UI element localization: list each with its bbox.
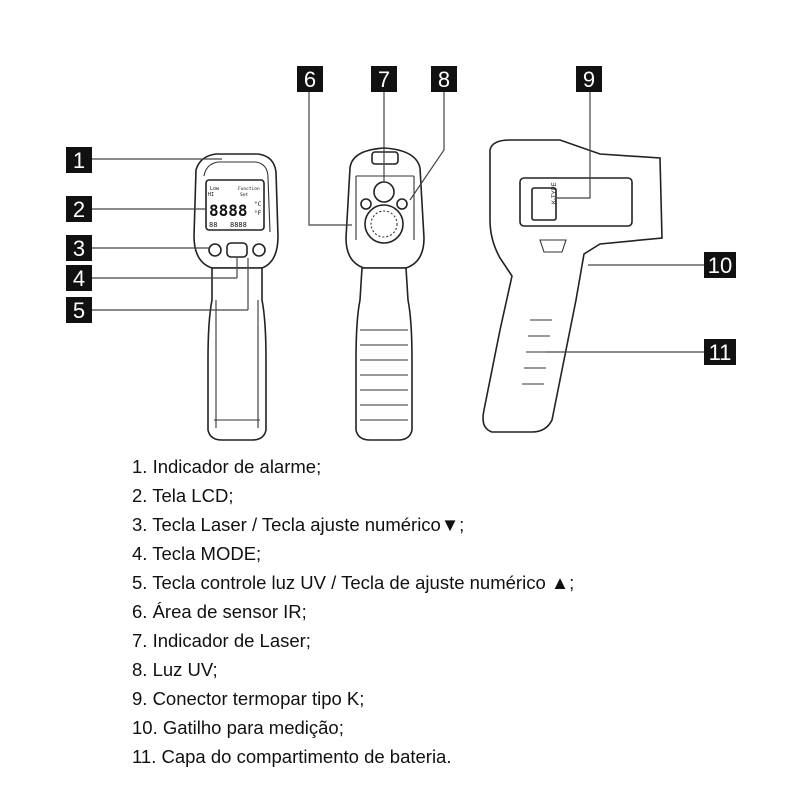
lcd-low: Low xyxy=(210,186,220,192)
callout-1 xyxy=(66,147,92,173)
legend-item-10: 10. Gatilho para medição; xyxy=(132,717,344,738)
legend-item-3: 3. Tecla Laser / Tecla ajuste numérico▼; xyxy=(132,514,465,535)
parts-legend xyxy=(132,452,574,771)
svg-text:1: 1 xyxy=(72,148,86,173)
callout-6 xyxy=(297,66,323,92)
legend-item-9: 9. Conector termopar tipo K; xyxy=(132,688,365,709)
legend-item-5: 5. Tecla controle luz UV / Tecla de ajuste numérico ▲; xyxy=(132,572,575,593)
sensor-view xyxy=(346,148,424,440)
lcd-unit-c: °C xyxy=(254,201,262,208)
uv-led-right xyxy=(397,199,407,209)
lcd-set: Set xyxy=(240,193,249,198)
side-view xyxy=(483,140,662,432)
svg-text:10: 10 xyxy=(707,253,733,278)
mode-button xyxy=(227,243,247,257)
lcd-function: Function xyxy=(238,187,260,192)
laser-indicator xyxy=(374,182,394,202)
svg-text:8: 8 xyxy=(437,67,451,92)
callout-4 xyxy=(66,265,92,291)
svg-text:2: 2 xyxy=(72,197,86,222)
uv-button xyxy=(253,244,265,256)
svg-text:7: 7 xyxy=(377,67,391,92)
lcd-unit-f: °F xyxy=(254,210,262,217)
callout-3 xyxy=(66,235,92,261)
svg-text:5: 5 xyxy=(72,298,86,323)
lcd-main-digits: 8888 xyxy=(209,201,248,220)
svg-text:11: 11 xyxy=(708,340,732,365)
legend-item-2: 2. Tela LCD; xyxy=(132,485,234,506)
legend-item-8: 8. Luz UV; xyxy=(132,659,218,680)
svg-text:6: 6 xyxy=(303,67,317,92)
callout-11 xyxy=(704,339,736,365)
legend-item-4: 4. Tecla MODE; xyxy=(132,543,262,564)
callout-7 xyxy=(371,66,397,92)
callout-8 xyxy=(431,66,457,92)
svg-text:3: 3 xyxy=(72,236,86,261)
callout-2 xyxy=(66,196,92,222)
legend-item-7: 7. Indicador de Laser; xyxy=(132,630,311,651)
lcd-sub-left: 88 xyxy=(209,221,218,229)
callout-10 xyxy=(704,252,736,278)
lcd-hi: HI xyxy=(208,192,215,198)
k-type-label: K-TYPE xyxy=(552,182,558,204)
laser-button xyxy=(209,244,221,256)
legend-item-11: 11. Capa do compartimento de bateria. xyxy=(132,746,452,767)
uv-led-left xyxy=(361,199,371,209)
svg-text:9: 9 xyxy=(582,67,596,92)
callout-5 xyxy=(66,297,92,323)
lcd-sub-right: 8888 xyxy=(230,221,247,229)
svg-text:4: 4 xyxy=(72,266,86,291)
legend-item-6: 6. Área de sensor IR; xyxy=(132,601,307,622)
legend-item-1: 1. Indicador de alarme; xyxy=(132,456,322,477)
front-view xyxy=(194,154,278,440)
callout-9 xyxy=(576,66,602,92)
